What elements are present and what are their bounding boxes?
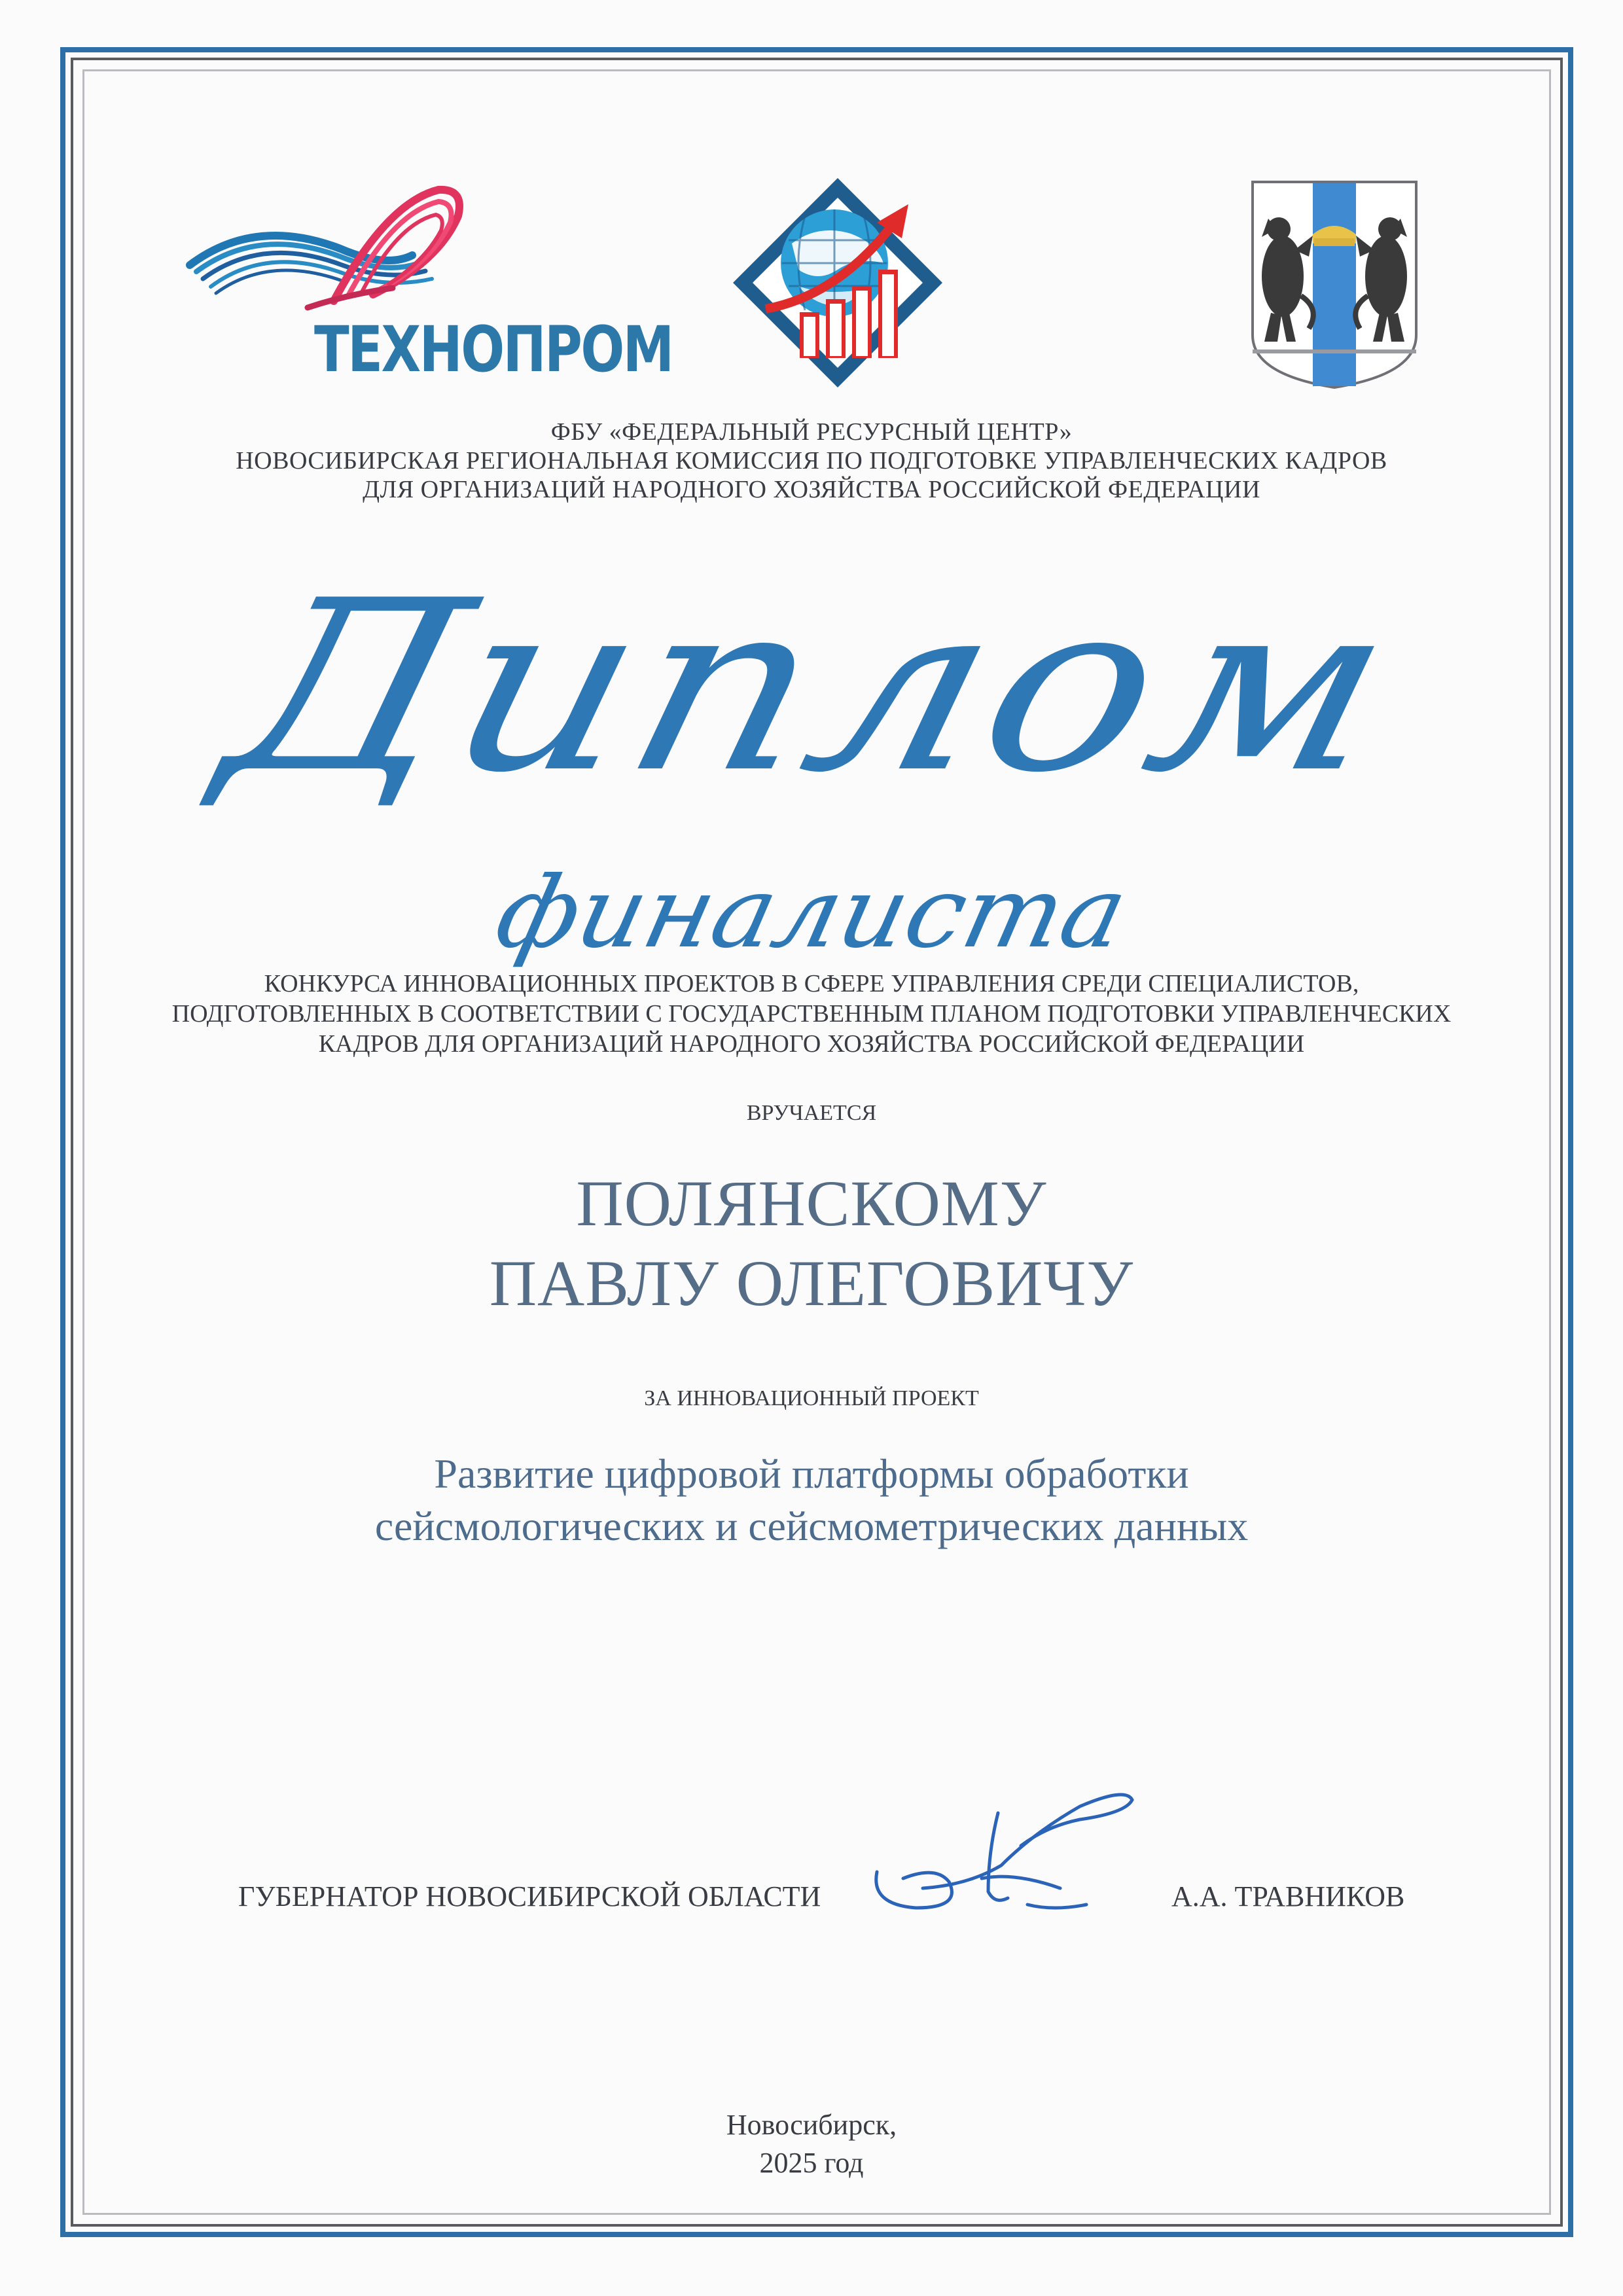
handwritten-signature-icon [864, 1774, 1152, 1924]
organization-header [131, 418, 1492, 504]
signatory-position: ГУБЕРНАТОР НОВОСИБИРСКОЙ ОБЛАСТИ [238, 1880, 821, 1912]
diploma-subtitle: финалиста [486, 856, 1137, 970]
project-title-line-2: сейсмологических и сейсмометрических данных [374, 1503, 1249, 1549]
technoprom-wordmark: ТЕХНОПРОМ [314, 313, 673, 386]
contest-description [131, 969, 1492, 1059]
recipient-given-name: ПАВЛУ ОЛЕГОВИЧУ [489, 1247, 1134, 1319]
awarded-label: ВРУЧАЕТСЯ [746, 1101, 877, 1125]
technoprom-swirl-icon [177, 177, 569, 321]
globe-chart-emblem-icon [726, 171, 949, 394]
novosibirsk-coat-of-arms-icon [1249, 178, 1420, 391]
contest-line-3: КАДРОВ ДЛЯ ОРГАНИЗАЦИЙ НАРОДНОГО ХОЗЯЙСТВА РОССИЙСКОЙ ФЕДЕРАЦИИ [318, 1030, 1305, 1058]
diploma-title: Диплом [204, 550, 1419, 824]
project-title-line-1: Развитие цифровой платформы обработки [434, 1450, 1189, 1497]
recipient-surname: ПОЛЯНСКОМУ [576, 1167, 1047, 1240]
technoprom-logo [177, 177, 673, 386]
organization-line-2: НОВОСИБИРСКАЯ РЕГИОНАЛЬНАЯ КОМИССИЯ ПО ПОДГОТОВКЕ УПРАВЛЕНЧЕСКИХ КАДРОВ [236, 447, 1387, 475]
project-title [131, 1448, 1492, 1552]
organization-line-1: ФБУ «ФЕДЕРАЛЬНЫЙ РЕСУРСНЫЙ ЦЕНТР» [550, 418, 1073, 446]
contest-line-2: ПОДГОТОВЛЕННЫХ В СООТВЕТСТВИИ С ГОСУДАРСТВЕННЫМ ПЛАНОМ ПОДГОТОВКИ УПРАВЛЕНЧЕСКИХ [171, 1000, 1452, 1028]
recipient-name [131, 1164, 1492, 1323]
contest-line-1: КОНКУРСА ИННОВАЦИОННЫХ ПРОЕКТОВ В СФЕРЕ УПРАВЛЕНИЯ СРЕДИ СПЕЦИАЛИСТОВ, [264, 970, 1359, 997]
organization-line-3: ДЛЯ ОРГАНИЗАЦИЙ НАРОДНОГО ХОЗЯЙСТВА РОССИЙСКОЙ ФЕДЕРАЦИИ [363, 476, 1260, 503]
footer-year: 2025 год [759, 2147, 864, 2179]
project-label: ЗА ИННОВАЦИОННЫЙ ПРОЕКТ [644, 1386, 979, 1410]
footer-city: Новосибирск, [726, 2109, 897, 2141]
signatory-name: А.А. ТРАВНИКОВ [1171, 1880, 1405, 1912]
place-and-date [131, 2106, 1492, 2182]
